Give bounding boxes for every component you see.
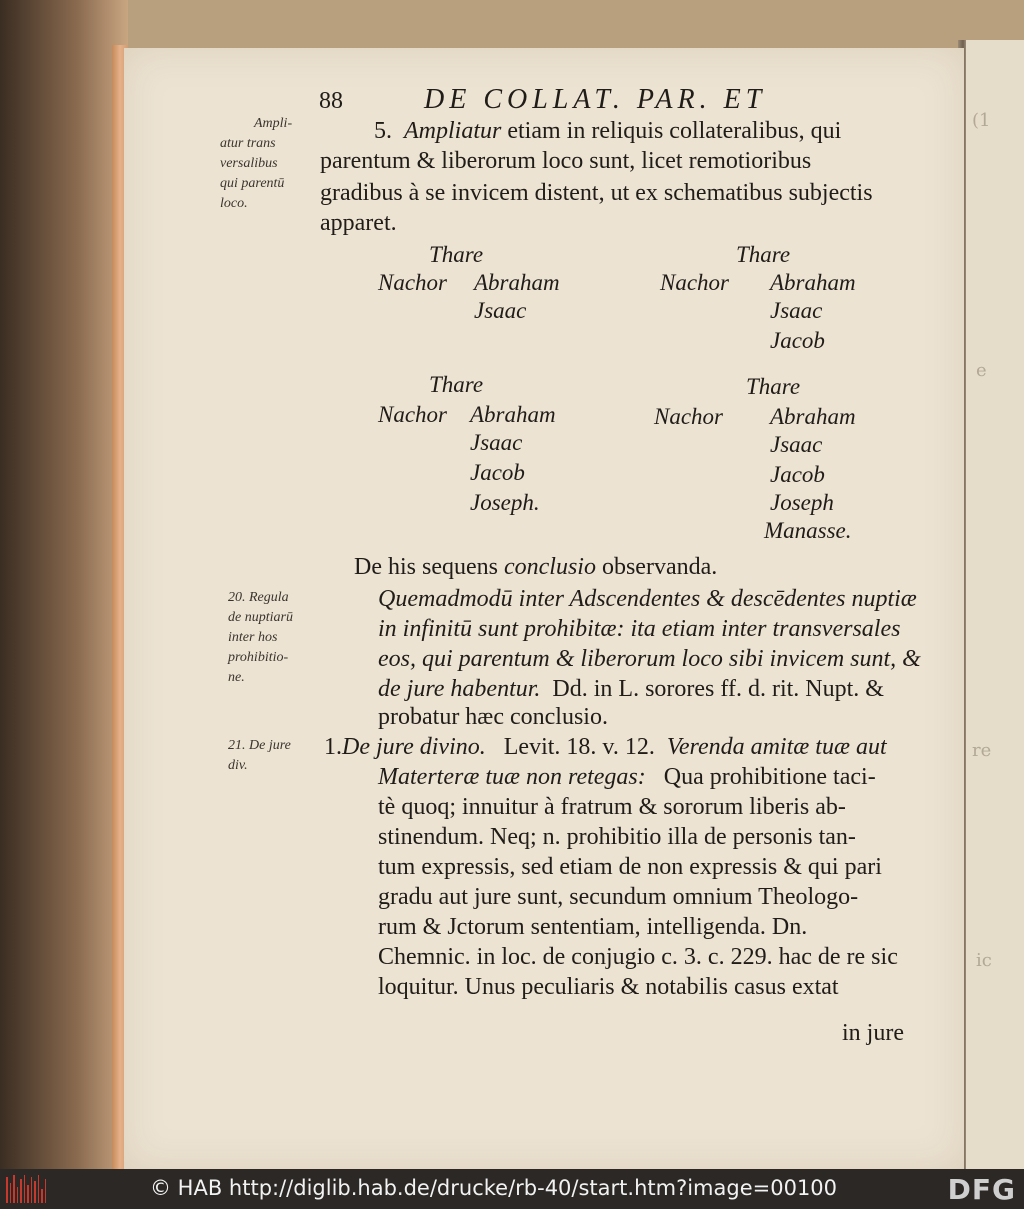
page-number: 88 — [319, 88, 343, 114]
tree-sibling: Nachor — [378, 402, 447, 427]
tree-sibling: Nachor — [378, 270, 447, 295]
tree-node: Manasse. — [764, 518, 852, 543]
facing-page-bleed: ic — [976, 950, 992, 971]
tree-root: Thare — [736, 242, 791, 267]
text-line: De his sequens conclusio observanda. — [354, 554, 718, 580]
viewer-footer — [0, 1169, 1024, 1209]
text-line: stinendum. Neq; n. prohibitio illa de personis tan- — [378, 824, 856, 850]
catchword: in jure — [842, 1020, 904, 1046]
text-line: probatur hæc conclusio. — [378, 704, 608, 730]
text-line: eos, qui parentum & liberorum loco sibi invicem sunt, & — [378, 646, 921, 672]
copyright-link[interactable]: © HAB http://diglib.hab.de/drucke/rb-40/start.htm?image=00100 — [150, 1176, 838, 1200]
text-line: rum & Jctorum sententiam, intelligenda. Dn. — [378, 914, 808, 940]
tree-node: Abraham — [770, 404, 856, 429]
dfg-logo: DFG — [947, 1173, 1016, 1206]
tree-node: Joseph. — [470, 490, 540, 515]
tree-node: Jsaac — [474, 298, 527, 323]
text-line: 1.De jure divino. Levit. 18. v. 12. Verenda amitæ tuæ aut — [324, 734, 887, 760]
text-line: Quemadmodū inter Adscendentes & descēdentes nuptiæ — [378, 586, 917, 612]
text-line: Materteræ tuæ non retegas: Qua prohibitione taci- — [378, 764, 876, 790]
tree-sibling: Nachor — [654, 404, 723, 429]
facing-page-bleed: (1 — [972, 110, 991, 131]
facing-page-bleed: re — [972, 740, 992, 761]
tree-node: Abraham — [470, 402, 556, 427]
tree-node: Jsaac — [470, 430, 523, 455]
facing-page-bleed: e — [976, 360, 987, 381]
tree-root: Thare — [429, 242, 484, 267]
tree-node: Jacob — [770, 328, 825, 353]
text-line: de jure habentur. Dd. in L. sorores ff. d. rit. Nupt. & — [378, 676, 884, 702]
tree-node: Jacob — [470, 460, 525, 485]
text-line: loquitur. Unus peculiaris & notabilis casus extat — [378, 974, 839, 1000]
text-line: gradu aut jure sunt, secundum omnium Theologo- — [378, 884, 859, 910]
text-line: parentum & liberorum loco sunt, licet remotioribus — [320, 148, 812, 174]
book-page: 88 DE COLLAT. PAR. ET Ampli- atur trans versalibus qui parentū loco. 5. Ampliatur etiam in reliquis collateralibus, qui parentum & liberorum loco sunt, licet remotioribus gradibus à se invicem distent, ut ex schematibus subjectis apparet. Thare Nachor Abraham Jsaac Thare Nachor Abraham Jsaac Jacob Thare Nachor Abraham Jsaac Jacob Joseph. Thare Nachor Abraham Jsaac Jacob Joseph Manasse. De his sequens conclusio observanda. 20. Regula de nuptiarū inter hos prohibitio- ne. Quemadmodū inter Adscendentes & descēdentes nuptiæ in infinitū sunt prohibitæ: ita etiam inter transversales eos, qui parentum & liberorum loco sibi invicem sunt, & de jure habentur. Dd. in L. sorores ff. d. rit. Nupt. & probatur hæc conclusio. 21. De jure div. 1.De jure divino. Levit. 18. v. 12. Verenda amitæ tuæ aut Materteræ tuæ non retegas: Qua prohibitione taci- tè quoq; innuitur à fratrum & sororum liberis ab- stinendum. Neq; n. prohibitio illa de personis tan- tum expressis, sed etiam de non expressis & qui pari gradu aut jure sunt, secundum omnium Theologo- rum & Jctorum sententiam, intelligenda. Dn. Chemnic. in loc. de conjugio c. 3. c. 229. hac de re sic loquitur. Unus peculiaris & notabilis casus extat in jure — [124, 48, 964, 1169]
text-line: 5. Ampliatur etiam in reliquis collateralibus, qui — [374, 118, 842, 144]
text-line: gradibus à se invicem distent, ut ex schematibus subjectis — [320, 180, 873, 206]
tree-node: Abraham — [770, 270, 856, 295]
running-head: DE COLLAT. PAR. ET — [424, 84, 767, 115]
tree-sibling: Nachor — [660, 270, 729, 295]
tree-node: Jsaac — [770, 432, 823, 457]
text-line: tè quoq; innuitur à fratrum & sororum liberis ab- — [378, 794, 846, 820]
text-line: Chemnic. in loc. de conjugio c. 3. c. 229. hac de re sic — [378, 944, 898, 970]
text-line: tum expressis, sed etiam de non expressis & qui pari — [378, 854, 882, 880]
tree-node: Jacob — [770, 462, 825, 487]
tree-root: Thare — [429, 372, 484, 397]
text-line: apparet. — [320, 210, 397, 236]
hab-barcode-logo — [6, 1175, 46, 1203]
tree-node: Jsaac — [770, 298, 823, 323]
book-binding-shadow — [0, 0, 128, 1169]
tree-node: Joseph — [770, 490, 834, 515]
facing-page — [966, 40, 1024, 1169]
tree-node: Abraham — [474, 270, 560, 295]
tree-root: Thare — [746, 374, 801, 399]
text-line: in infinitū sunt prohibitæ: ita etiam inter transversales — [378, 616, 901, 642]
